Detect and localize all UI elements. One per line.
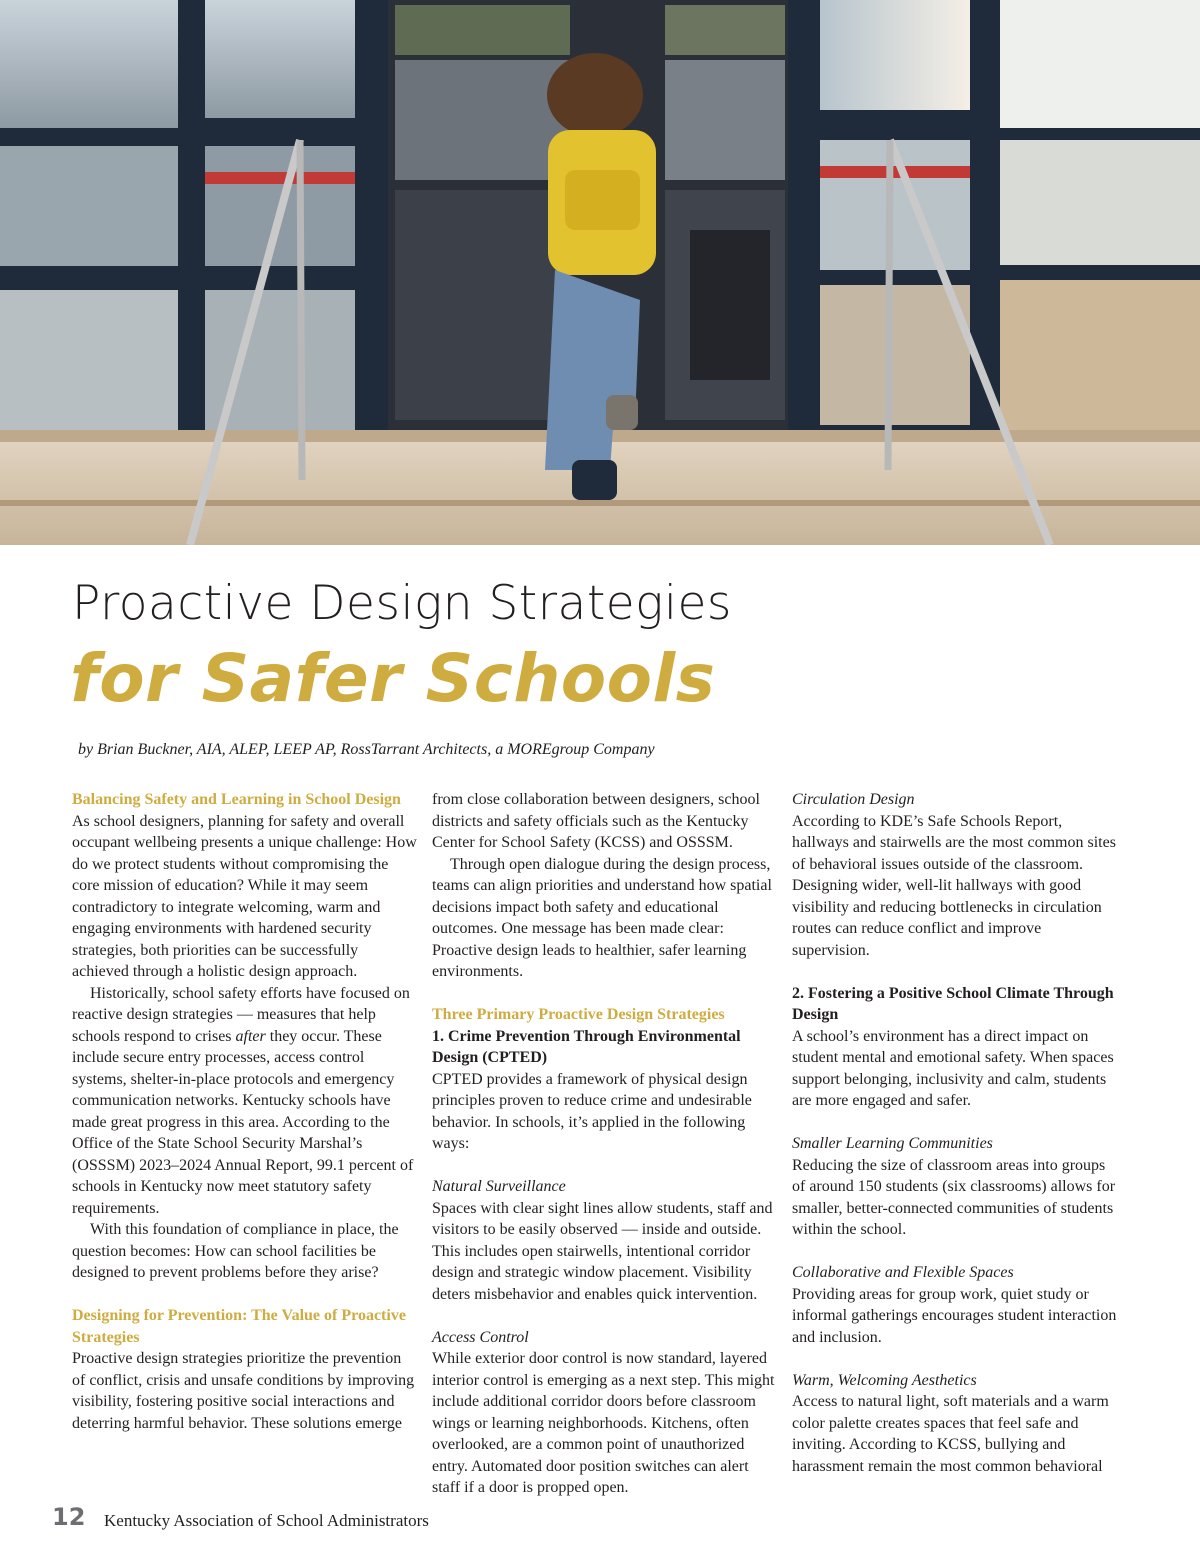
paragraph: Access to natural light, soft materials and a warm color palette creates spaces that feel safe and inviting. According to KCSS, bullying and harassment remain the most common behavioral — [792, 1393, 1109, 1475]
subheading: Natural Surveillance — [432, 1178, 566, 1195]
paragraph: Spaces with clear sight lines allow students, staff and visitors to be easily observed — inside and outside. This includes open stairwells, intentional corridor design and strategic window placement. Visibility deters misbehavior and enables quick intervention. — [432, 1199, 773, 1303]
column-3 — [792, 789, 1122, 1477]
hero-photo — [0, 0, 1200, 545]
paragraph: Through open dialogue during the design process, teams can align priorities and understand how spatial decisions impact both safety and educational outcomes. One message has been made clear: Proactive design leads to healthier, safer learning environments. — [432, 855, 772, 980]
title-line-1: Proactive Design Strategies — [72, 576, 732, 631]
byline: by Brian Buckner, AIA, ALEP, LEEP AP, RossTarrant Architects, a MOREgroup Company — [78, 741, 655, 758]
subsection-heading: 2. Fostering a Positive School Climate Through Design — [792, 984, 1114, 1023]
paragraph: With this foundation of compliance in place, the question becomes: How can school facilities be designed to prevent problems before they arise? — [72, 1221, 399, 1281]
title-line-2: for Safer Schools — [70, 640, 716, 717]
subheading: Smaller Learning Communities — [792, 1135, 993, 1152]
section-heading: Balancing Safety and Learning in School Design — [72, 791, 401, 808]
paragraph: While exterior door control is now standard, layered interior control is emerging as a next step. This might include additional corridor doors before classroom wings or learning neighborhoods. Kitchens, often overlooked, are a common point of unauthorized entry. Automated door position switches can alert staff if a door is propped open. — [432, 1350, 775, 1496]
hero-illustration — [0, 0, 1200, 545]
section-heading: Designing for Prevention: The Value of Proactive Strategies — [72, 1307, 406, 1346]
subheading: Collaborative and Flexible Spaces — [792, 1264, 1014, 1281]
section-heading: Three Primary Proactive Design Strategies — [432, 1006, 725, 1023]
paragraph: from close collaboration between designers, school districts and safety officials such as the Kentucky Center for School Safety (KCSS) and OSSSM. — [432, 791, 760, 851]
publication-name: Kentucky Association of School Administrators — [104, 1511, 429, 1530]
paragraph: CPTED provides a framework of physical design principles proven to reduce crime and undesirable behavior. In schools, it’s applied in the following ways: — [432, 1070, 752, 1152]
column-2 — [432, 789, 777, 1499]
subsection-heading: 1. Crime Prevention Through Environmental Design (CPTED) — [432, 1027, 741, 1066]
subheading: Access Control — [432, 1328, 529, 1346]
paragraph: A school’s environment has a direct impact on student mental and emotional safety. When spaces support belonging, inclusivity and calm, students are more engaged and safer. — [792, 1027, 1114, 1109]
paragraph: According to KDE’s Safe Schools Report, hallways and stairwells are the most common sites of behavioral issues outside of the classroom. Designing wider, well-lit hallways with good visibility and reducing bottlenecks in circulation routes can reduce conflict and improve supervision. — [792, 812, 1116, 959]
subheading: Circulation Design — [792, 791, 915, 808]
paragraph: Historically, school safety efforts have focused on reactive design strategies — measures that help schools respond to crises after they occur. These include secure entry processes, access control systems, shelter-in-place protocols and emergency communication networks. Kentucky schools have made great progress in this area. According to the Office of the State School Security Marshal’s (OSSSM) 2023–2024 Annual Report, 99.1 percent of schools in Kentucky now meet statutory safety requirements. — [72, 984, 414, 1217]
subheading: Warm, Welcoming Aesthetics — [792, 1371, 977, 1389]
paragraph: As school designers, planning for safety and overall occupant wellbeing presents a unique challenge: How do we protect students without compromising the core mission of education? While it may seem contradictory to integrate welcoming, warm and engaging environments with hardened security strategies, both priorities can be successfully achieved through a holistic design approach. — [72, 812, 417, 980]
paragraph: Proactive design strategies prioritize the prevention of conflict, crisis and unsafe conditions by improving visibility, fostering positive social interactions and deterring harmful behavior. These solutions emerge — [72, 1350, 415, 1432]
paragraph: Reducing the size of classroom areas into groups of around 150 students (six classrooms) allows for smaller, better-connected communities of students within the school. — [792, 1156, 1116, 1238]
page-number: 12 — [52, 1503, 86, 1531]
column-1 — [72, 789, 417, 1434]
paragraph: Providing areas for group work, quiet study or informal gatherings encourages student interaction and inclusion. — [792, 1285, 1117, 1346]
